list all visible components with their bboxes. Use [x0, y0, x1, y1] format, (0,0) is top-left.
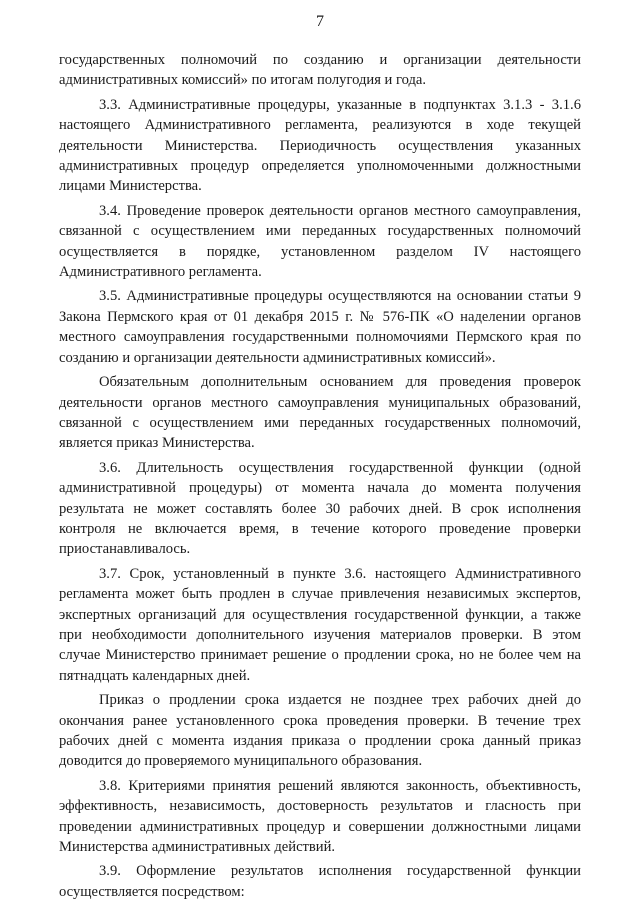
- paragraph-continuation: государственных полномочий по созданию и организации деятельности административных комиссий» по итогам полугодия и года.: [59, 52, 581, 89]
- paragraph-3-6: 3.6. Длительность осуществления государственной функции (одной административной процедуры) от момента начала до момента получения результата не может составлять более 30 рабочих дней. В срок исполнения контроля не включается время, в течение которого проведение проверки приостанавливалось.: [59, 459, 581, 558]
- paragraph-3-8: 3.8. Критериями принятия решений являются законность, объективность, эффективность, независимость, достоверность результатов и гласность при проведении административных процедур и совершении должностными лицами Министерства административных действий.: [59, 777, 581, 856]
- paragraph-additional-basis: Обязательным дополнительным основанием для проведения проверок деятельности органов местного самоуправления муниципальных образований, связанной с осуществлением ими переданных государственных полномочий, является приказ Министерства.: [59, 374, 581, 452]
- paragraph-extension-order: Приказ о продлении срока издается не позднее трех рабочих дней до окончания ранее установленного срока проведения проверки. В течение трех рабочих дней с момента издания приказа о продлении срока данный приказ доводится до проверяемого муниципального образования.: [59, 692, 581, 770]
- page-number: 7: [316, 13, 324, 30]
- paragraph-3-9: 3.9. Оформление результатов исполнения государственной функции осуществляется посредством:: [59, 863, 581, 900]
- paragraph-3-3: 3.3. Административные процедуры, указанные в подпунктах 3.1.3 - 3.1.6 настоящего Административного регламента, реализуются в ходе текущей деятельности Министерства. Периодичность осуществления указанных административных процедур определяется уполномоченными должностными лицами Министерства.: [59, 96, 581, 195]
- paragraph-3-7: 3.7. Срок, установленный в пункте 3.6. настоящего Административного регламента может быть продлен в случае привлечения независимых экспертов, экспертных организаций для осуществления государственной функции, а также при необходимости дополнительного изучения материалов проверки. В этом случае Министерство принимает решение о продлении срока, но не более чем на пятнадцать календарных дней.: [59, 565, 581, 684]
- paragraph-3-4: 3.4. Проведение проверок деятельности органов местного самоуправления, связанной с осуществлением ими переданных государственных полномочий осуществляется в порядке, установленном разделом IV настоящего Административного регламента.: [59, 202, 581, 281]
- paragraph-3-5: 3.5. Административные процедуры осуществляются на основании статьи 9 Закона Пермского края от 01 декабря 2015 г. № 576-ПК «О наделении органов местного самоуправления государственными полномочиями Пермского края по созданию и организации деятельности административных комиссий».: [59, 288, 581, 366]
- document-body: [59, 50, 581, 906]
